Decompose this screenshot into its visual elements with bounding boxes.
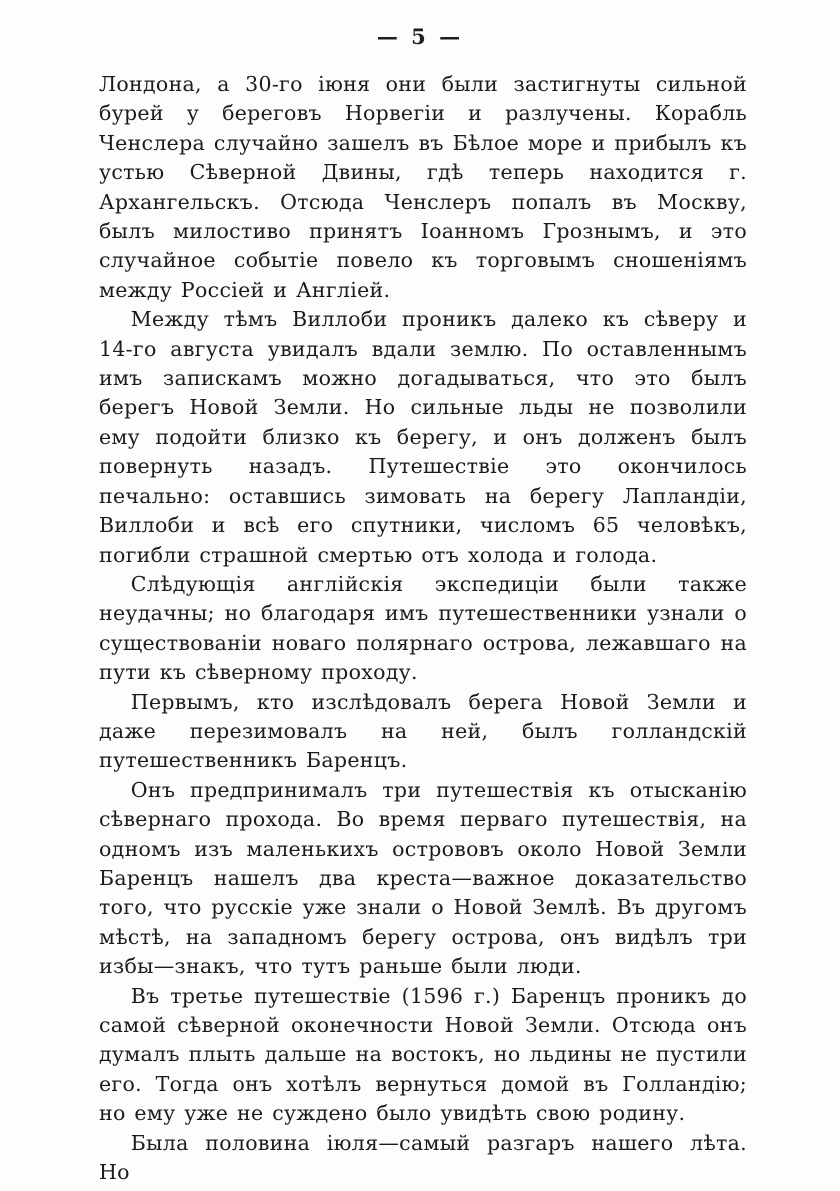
- paragraph: Лондона, а 30-го іюня они были застигнуты сильной бурей у береговъ Норвегіи и разлучены. Корабль Ченслера случайно зашелъ въ Бѣлое море и прибылъ къ устью Сѣверной Двины, гдѣ теперь находится г. Архангельскъ. Отсюда Ченслеръ попалъ въ Москву, былъ милостиво принятъ Іоанномъ Грознымъ, и это случайное событіе повело къ торговымъ сношеніямъ между Россіей и Англіей.: [99, 72, 747, 302]
- paragraph: Была половина іюля—самый разгаръ нашего лѣта. Но: [99, 1130, 747, 1185]
- paragraph: Первымъ, кто изслѣдовалъ берега Новой Земли и даже перезимовалъ на ней, былъ голландскій путешественникъ Баренцъ.: [99, 689, 747, 773]
- paragraph: Въ третье путешествіе (1596 г.) Баренцъ проникъ до самой сѣверной оконечности Новой Земли. Отсюда онъ думалъ плыть дальше на востокъ, но льдины не пустили его. Тогда онъ хотѣлъ вернуться домой въ Голландію; но ему уже не суждено было увидѣть свою родину.: [99, 983, 747, 1126]
- paragraph: Слѣдующія англійскія экспедиціи были также неудачны; но благодаря имъ путешественники узнали о существованіи новаго полярнаго острова, лежавшаго на пути къ сѣверному проходу.: [99, 571, 747, 685]
- page-number: — 5 —: [376, 24, 464, 49]
- paragraph: Между тѣмъ Виллоби проникъ далеко къ сѣверу и 14-го августа увидалъ вдали землю. По оставленнымъ имъ запискамъ можно догадываться, что это былъ берегъ Новой Земли. Но сильные льды не позволили ему подойти близко къ берегу, и онъ долженъ былъ повернуть назадъ. Путешествіе это окончилось печально: оставшись зимовать на берегу Лапландіи, Виллоби и всѣ его спутники, числомъ 65 человѣкъ, погибли страшной смертью отъ холода и голода.: [99, 307, 747, 567]
- paragraph: Онъ предпринималъ три путешествія къ отысканію сѣвернаго прохода. Во время перваго путешествія, на одномъ изъ маленькихъ острововъ около Новой Земли Баренцъ нашелъ два креста—важное доказательство того, что русскіе уже знали о Новой Землѣ. Въ другомъ мѣстѣ, на западномъ берегу острова, онъ видѣлъ три избы—знакъ, что тутъ раньше были люди.: [99, 777, 747, 979]
- body-text: [99, 70, 747, 1187]
